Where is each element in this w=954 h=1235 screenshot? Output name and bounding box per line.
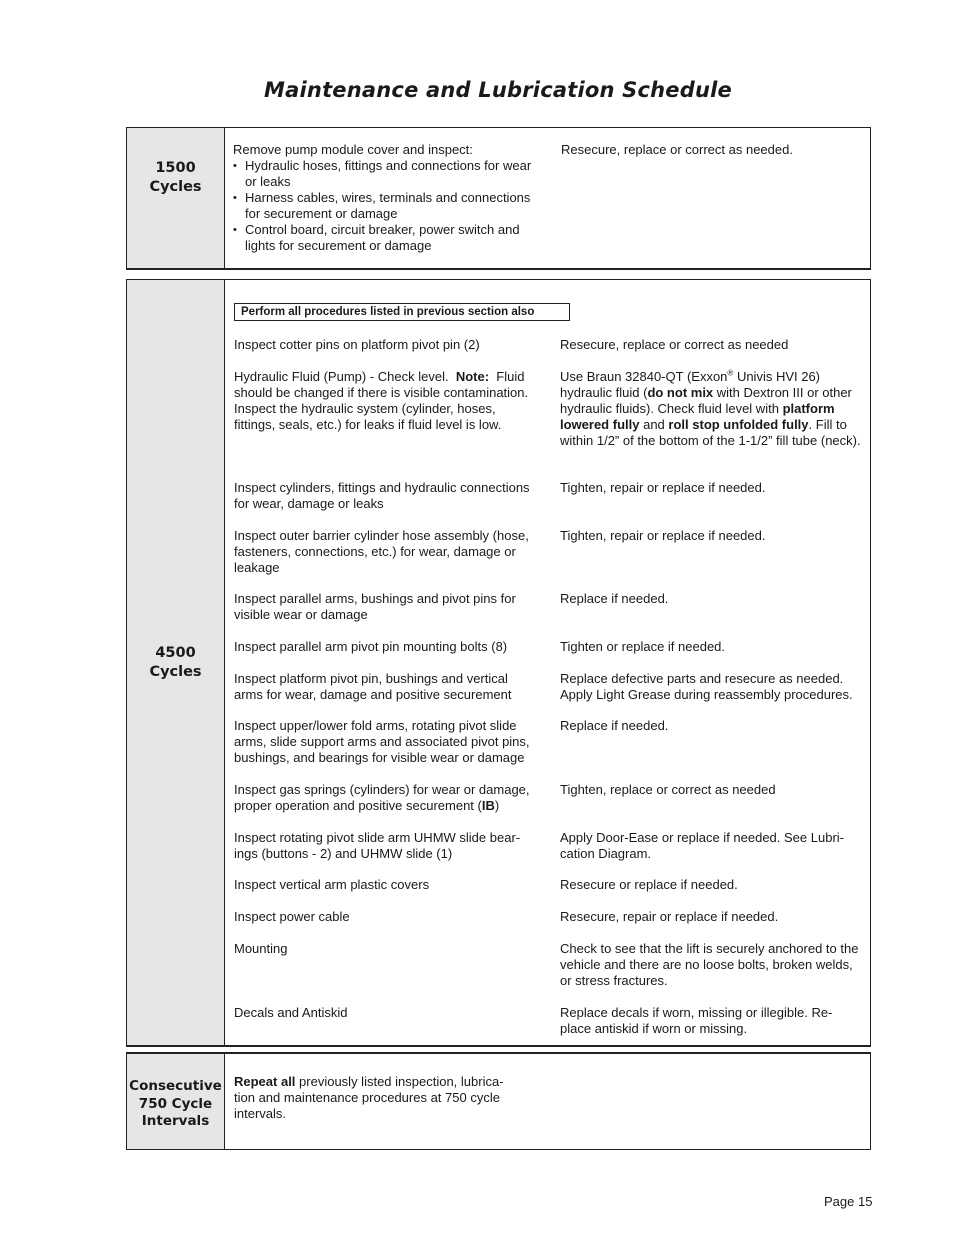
inspect-text — [234, 782, 539, 814]
text-span: Inspect gas springs (cylinders) for wear or damage, proper operation and positive securement ( — [234, 782, 530, 813]
label-line: Consecutive — [129, 1078, 222, 1094]
bullet-item: • Harness cables, wires, terminals and connections for securement or damage — [233, 190, 538, 222]
inspect-text — [234, 369, 539, 433]
inspect-text: Inspect rotating pivot slide arm UHMW slide bear-ings (buttons - 2) and UHMW slide (1) — [234, 830, 521, 861]
section-1500-cycles — [126, 127, 871, 270]
label-line: 4500 — [155, 644, 196, 661]
inspect-text: Inspect parallel arms, bushings and pivot pins for visible wear or damage — [234, 591, 516, 622]
bullet-item: • Control board, circuit breaker, power switch and lights for securement or damage — [233, 222, 538, 254]
text-span: . Fill to within 1/2” of the bottom of the 1-1/2” fill tube (neck). — [560, 417, 861, 448]
section-body — [225, 128, 870, 268]
emphasis-text: platform lowered fully — [560, 401, 835, 432]
action-text: Replace if needed. — [560, 718, 669, 733]
action-text: Replace defective parts and resecure as needed. Apply Light Grease during reassembly procedures. — [560, 671, 853, 702]
action-text: Replace if needed. — [560, 591, 669, 606]
intro-text: Remove pump module cover and inspect: — [233, 142, 473, 157]
inspect-text: Inspect power cable — [234, 909, 350, 924]
note-label: Note: — [455, 369, 490, 384]
registered-mark: ® — [727, 368, 734, 378]
text-span: with Dextron III or other hydraulic fluids). Check fluid level with — [560, 385, 852, 416]
emphasis-text: Repeat all — [234, 1074, 296, 1089]
text-span: Use Braun 32840-QT (Exxon — [560, 369, 728, 384]
page-title: Maintenance and Lubrication Schedule — [264, 78, 732, 102]
section-label — [127, 128, 225, 268]
text-span: Univis HVI 26) hydraulic fluid ( — [560, 369, 821, 400]
note-box: Perform all procedures listed in previous section also — [234, 303, 570, 321]
inspect-text: Inspect parallel arm pivot pin mounting bolts (8) — [234, 639, 508, 654]
action-text: Resecure, repair or replace if needed. — [560, 909, 779, 924]
label-line: 1500 — [155, 160, 196, 176]
section-body — [225, 280, 870, 1045]
inspect-text: Inspect vertical arm plastic covers — [234, 877, 430, 892]
action-text — [560, 369, 862, 449]
action-text: Tighten, replace or correct as needed — [560, 782, 776, 797]
action-text: Tighten, repair or replace if needed. — [560, 480, 766, 495]
bullet-list — [233, 158, 538, 254]
emphasis-text: do not mix — [647, 385, 714, 400]
page-number: Page 15 — [824, 1194, 873, 1209]
text-span: Hydraulic Fluid (Pump) - Check level. — [234, 369, 449, 384]
inspect-text: Inspect platform pivot pin, bushings and vertical arms for wear, damage and positive securement — [234, 671, 512, 702]
label-line: Cycles — [149, 663, 202, 680]
action-text: Resecure, replace or correct as needed — [560, 337, 789, 352]
action-text: Replace decals if worn, missing or illegible. Re-place antiskid if worn or missing. — [560, 1005, 833, 1036]
repeat-text — [234, 1074, 524, 1122]
inspection-text — [233, 142, 538, 254]
text-span: and — [643, 417, 665, 432]
action-text: Resecure or replace if needed. — [560, 877, 738, 892]
action-text: Tighten or replace if needed. — [560, 639, 726, 654]
section-750-cycle-intervals — [126, 1052, 871, 1150]
action-text: Apply Door-Ease or replace if needed. See Lubri-cation Diagram. — [560, 830, 844, 861]
label-line: Intervals — [141, 1113, 210, 1129]
action-text: Resecure, replace or correct as needed. — [561, 142, 793, 157]
section-label — [127, 280, 225, 1045]
inspect-text: Inspect outer barrier cylinder hose assembly (hose, fasteners, connections, etc.) for wear, damage or leakage — [234, 528, 529, 575]
inspect-text: Decals and Antiskid — [234, 1005, 348, 1020]
text-span: Fluid should be changed if there is visible contamination. Inspect the hydraulic system (cylinder, hoses, fittings, seals, etc.) for leaks if fluid level is low. — [234, 369, 529, 432]
label-line: 750 Cycle — [138, 1095, 213, 1112]
bullet-item: • Hydraulic hoses, fittings and connections for wear or leaks — [233, 158, 538, 190]
action-text: Tighten, repair or replace if needed. — [560, 528, 766, 543]
text-span: ) — [494, 798, 500, 813]
action-text: Check to see that the lift is securely anchored to the vehicle and there are no loose bolts, broken welds, or stress fractures. — [560, 941, 859, 988]
emphasis-text: roll stop unfolded fully — [668, 417, 809, 432]
inspect-text: Inspect upper/lower fold arms, rotating pivot slide arms, slide support arms and associated pivot pins, bushings, and bearings for visible wear or damage — [234, 718, 530, 765]
label-line: Cycles — [149, 179, 202, 195]
inspect-text: Mounting — [234, 941, 288, 956]
section-4500-cycles — [126, 279, 871, 1047]
text-span: previously listed inspection, lubrica-tion and maintenance procedures at 750 cycle intervals. — [234, 1074, 504, 1121]
section-body — [225, 1054, 870, 1149]
inspect-text: Inspect cylinders, fittings and hydraulic connections for wear, damage or leaks — [234, 480, 530, 511]
emphasis-text: IB — [481, 798, 495, 813]
inspect-text: Inspect cotter pins on platform pivot pin (2) — [234, 337, 480, 352]
section-label — [127, 1054, 225, 1149]
